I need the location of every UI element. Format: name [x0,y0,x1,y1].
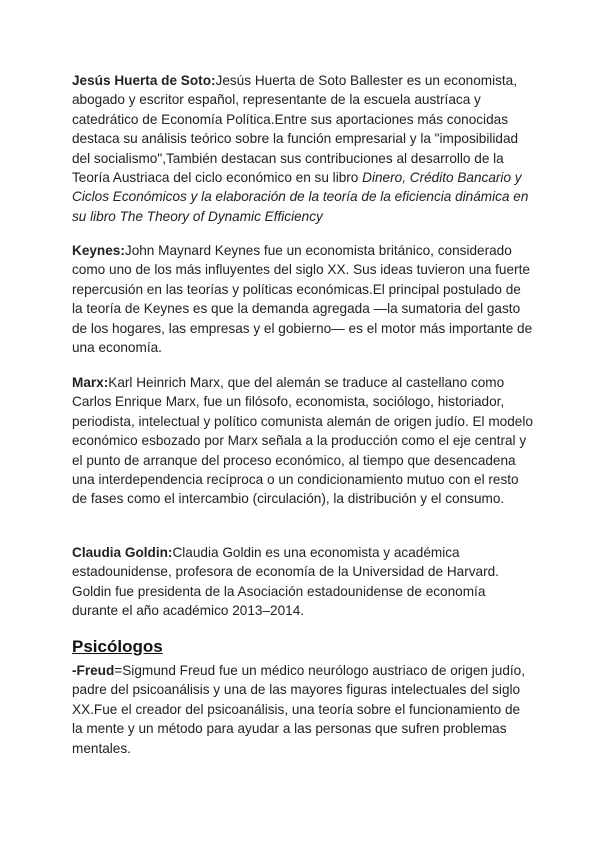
paragraph-text: =Sigmund Freud fue un médico neurólogo austriaco de origen judío, padre del psicoanálisis y una de las mayores figuras intelectuales del siglo XX.Fue el creador del psicoanálisis, una teoría sobre el funcionamiento de la mente y un método para ayudar a las personas que sufren problemas mentales. [72,663,526,756]
author-name-keynes: Keynes: [72,243,125,258]
paragraph-goldin [72,543,534,621]
paragraph-text: Claudia Goldin es una economista y académica estadounidense, profesora de economía de la Universidad de Harvard. Goldin fue presidenta de la Asociación estadounidense de economía durante el año académico 2013–2014. [72,545,499,619]
author-name-huerta-de-soto: Jesús Huerta de Soto: [72,73,216,88]
paragraph-freud [72,661,534,758]
author-name-marx: Marx: [72,375,109,390]
author-name-goldin: Claudia Goldin: [72,545,173,560]
author-name-freud: -Freud [72,663,115,678]
italic-book-reference: Dinero, Crédito Bancario y Ciclos Económicos y la elaboración de la teoría de la eficiencia dinámica en su libro The Theory of Dynamic Efficiency [72,170,529,224]
paragraph-keynes [72,241,534,357]
paragraph-marx [72,373,534,509]
section-heading-psicologos: Psicólogos [72,637,163,656]
paragraph-text: John Maynard Keynes fue un economista británico, considerado como uno de los más influyentes del siglo XX. Sus ideas tuvieron una fuerte repercusión en las teorías y políticas económicas.El principal postulado de la teoría de Keynes es que la demanda agregada —la sumatoria del gasto de los hogares, las empresas y el gobierno— es el motor más importante de una economía. [72,243,533,356]
paragraph-huerta-de-soto [72,71,534,226]
paragraph-text: Karl Heinrich Marx, que del alemán se traduce al castellano como Carlos Enrique Marx, fue un filósofo, economista, sociólogo, historiador, periodista, intelectual y político comunista alemán de origen judío. El modelo económico esbozado por Marx señala a la producción como el eje central y el punto de arranque del proceso económico, al tiempo que desencadena una interdependencia recíproca o un condicionamiento mutuo con el resto de fases como el intercambio (circulación), la distribución y el consumo. [72,375,533,507]
paragraph-text: Jesús Huerta de Soto Ballester es un economista, abogado y escritor español, representante de la escuela austríaca y catedrático de Economía Política.Entre sus aportaciones más conocidas destaca su análisis teórico sobre la función empresarial y la "imposibilidad del socialismo",También destacan sus contribuciones al desarrollo de la Teoría Austriaca del ciclo económico en su libro [72,73,519,186]
